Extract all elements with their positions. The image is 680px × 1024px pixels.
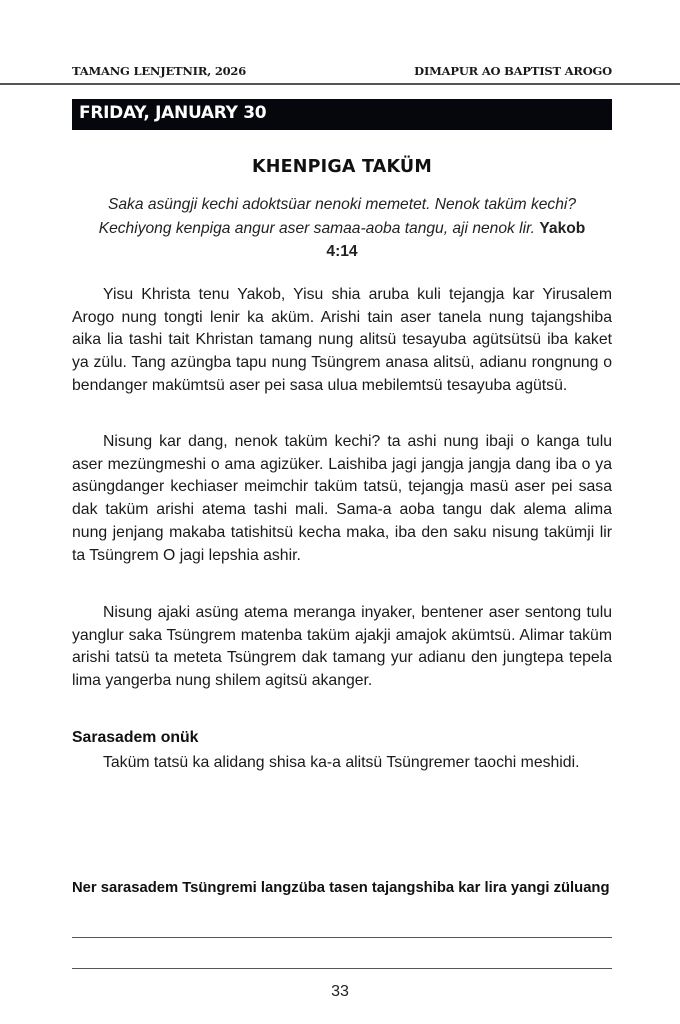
body-paragraph-3 (72, 602, 612, 693)
devotion-title: KHENPIGA TAKÜM (252, 157, 432, 177)
reflection-prompt: Ner sarasadem Tsüngremi langzüba tasen tajangshiba kar lira yangi züluang (72, 880, 610, 896)
prayer-text: Taküm tatsü ka alidang shisa ka-a alitsü Tsüngremer taochi meshidi. (103, 754, 580, 771)
body-paragraph-1 (72, 284, 612, 398)
writing-line-1 (72, 937, 612, 938)
prayer-heading: Sarasadem onük (72, 729, 199, 746)
body-paragraph-2 (72, 431, 612, 567)
paragraph-text: Nisung kar dang, nenok taküm kechi? ta ashi nung ibaji o kanga tulu aser mezüngmeshi o ama agizüker. Laishiba jagi jangja jangja dang iba o ya asüngdanger kechiaser meimchir taküm tatsü, tejangja masü aser pei sasa dak taküm arishi atema tashi mali. Sama-a aoba tangu dak alema alima nung jenjang makaba tatishitsü kecha maka, iba den saku nisung takümji lir ta Tsüngrem O jagi lepshia ashir. (72, 433, 612, 564)
header-right-title: DIMAPUR AO BAPTIST AROGO (414, 64, 612, 78)
day-banner-text: FRIDAY, JANUARY 30 (79, 103, 267, 123)
writing-line-2 (72, 968, 612, 969)
key-verse-text: Saka asüngji kechi adoktsüar nenoki memetet. Nenok taküm kechi? Kechiyong kenpiga angur aser samaa-aoba tangu, aji nenok lir. (98, 196, 577, 237)
key-verse (84, 193, 600, 264)
page-number: 33 (331, 983, 349, 1000)
running-header (72, 64, 612, 82)
header-left-title: TAMANG LENJETNIR, 2026 (72, 64, 247, 78)
prayer-paragraph (72, 752, 612, 775)
paragraph-text: Nisung ajaki asüng atema meranga inyaker, bentener aser sentong tulu yanglur saka Tsüngrem matenba taküm ajakji amajok akümtsü. Alimar taküm arishi tatsü ta meteta Tsüngrem dak tamang yur adianu den jungtepa tepela lima yangerba nung shilem agitsü akanger. (72, 604, 612, 690)
key-verse-reference: Yakob 4:14 (326, 219, 586, 260)
header-rule (0, 83, 680, 85)
paragraph-text: Yisu Khrista tenu Yakob, Yisu shia aruba kuli tejangja kar Yirusalem Arogo nung tongti lenir ka aküm. Arishi tain aser tanela nung tajangshiba aika lia tashi tait Khristan tamang nung alitsü tesayuba agütsütsü iba kaket ya zülu. Tang azüngba tapu nung Tsüngrem anasa alitsü, adianu rongnung o bendanger makümtsü aser pei sasa ulua mebilemtsü tesayuba agütsü. (72, 286, 612, 394)
day-banner (72, 99, 612, 130)
